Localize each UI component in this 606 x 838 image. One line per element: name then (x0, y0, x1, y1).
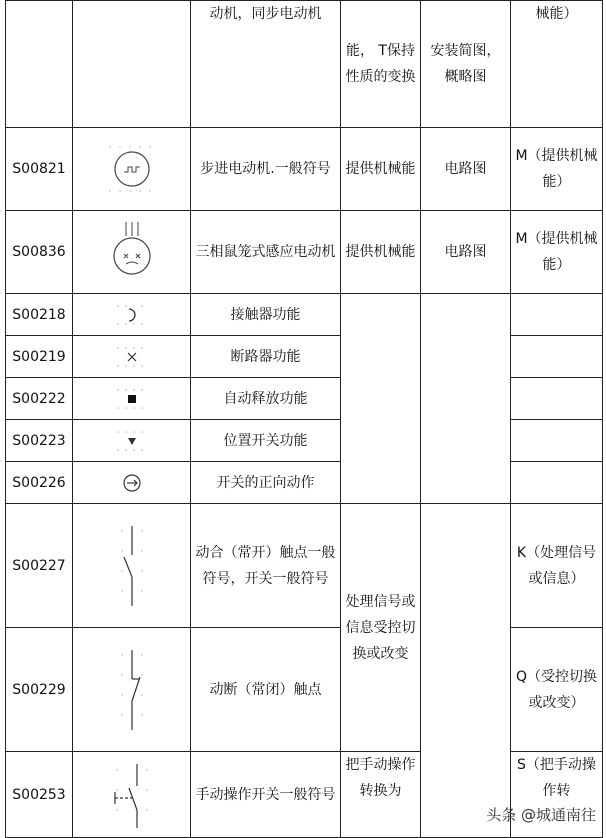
table-row (6, 211, 603, 294)
induction-motor-symbol (102, 220, 162, 284)
watermark: 头条 @城通南往 (486, 806, 596, 824)
drawing-cell (421, 294, 511, 504)
normally-closed-contact-symbol (112, 645, 152, 735)
manual-switch-symbol (107, 760, 157, 830)
code-cell: S00218 (6, 294, 73, 336)
code-cell: S00227 (6, 504, 73, 628)
function-cell: 处理信号或信息受控切换或改变 (341, 504, 421, 752)
code-cell: S00226 (6, 462, 73, 504)
stepper-motor-symbol (102, 139, 162, 199)
class-cell: K（处理信号或信息） (511, 504, 603, 628)
code-cell: S00253 (6, 752, 73, 838)
drawing-cell: 电路图 (421, 128, 511, 211)
symbol-cell (73, 1, 191, 128)
name-cell: 步进电动机.一般符号 (191, 128, 341, 211)
code-cell: S00229 (6, 628, 73, 752)
function-cell (341, 294, 421, 504)
name-cell: 接触器功能 (191, 294, 341, 336)
class-cell: M（提供机械能） (511, 128, 603, 211)
code-cell (6, 1, 73, 128)
class-cell (511, 462, 603, 504)
symbol-cell (73, 294, 191, 336)
class-cell: M（提供机械能） (511, 211, 603, 294)
symbol-cell (73, 504, 191, 628)
code-cell: S00222 (6, 378, 73, 420)
symbol-cell (73, 211, 191, 294)
symbol-cell (73, 420, 191, 462)
code-cell: S00836 (6, 211, 73, 294)
table-row (6, 462, 603, 504)
name-cell: 动合（常开）触点一般符号，开关一般符号 (191, 504, 341, 628)
name-cell: 位置开关功能 (191, 420, 341, 462)
symbol-cell (73, 336, 191, 378)
class-cell (511, 336, 603, 378)
name-cell: 三相鼠笼式感应电动机 (191, 211, 341, 294)
code-cell: S00223 (6, 420, 73, 462)
function-cell: 能， T保持性质的变换 (341, 1, 421, 128)
table-row (6, 378, 603, 420)
position-switch-symbol (112, 426, 152, 456)
positive-action-symbol (112, 468, 152, 498)
function-cell: 把手动操作转换为 (341, 752, 421, 838)
name-cell: 开关的正向动作 (191, 462, 341, 504)
class-cell (511, 420, 603, 462)
name-cell: 动断（常闭）触点 (191, 628, 341, 752)
symbol-cell (73, 378, 191, 420)
class-cell: Q（受控切换或改变） (511, 628, 603, 752)
table-row (6, 336, 603, 378)
drawing-cell (421, 504, 511, 838)
symbol-table (5, 0, 603, 838)
normally-open-contact-symbol (112, 521, 152, 611)
name-cell: 手动操作开关一般符号 (191, 752, 341, 838)
auto-release-symbol (112, 384, 152, 414)
drawing-cell: 电路图 (421, 211, 511, 294)
symbol-cell (73, 628, 191, 752)
function-cell: 提供机械能 (341, 128, 421, 211)
table-row (6, 628, 603, 752)
symbol-cell (73, 128, 191, 211)
class-cell: 械能） (511, 1, 603, 128)
table-row (6, 504, 603, 628)
symbol-cell (73, 462, 191, 504)
table-row (6, 1, 603, 128)
name-cell: 自动释放功能 (191, 378, 341, 420)
table-row (6, 128, 603, 211)
symbol-cell (73, 752, 191, 838)
name-cell: 断路器功能 (191, 336, 341, 378)
table-row (6, 294, 603, 336)
class-cell (511, 378, 603, 420)
class-cell (511, 294, 603, 336)
table-row (6, 420, 603, 462)
contactor-function-symbol (112, 300, 152, 330)
class-cell: S（把手动操作转 (511, 752, 603, 838)
breaker-function-symbol (112, 342, 152, 372)
name-cell: 动机，同步电动机 (191, 1, 341, 128)
code-cell: S00821 (6, 128, 73, 211)
code-cell: S00219 (6, 336, 73, 378)
drawing-cell: 安装简图，概略图 (421, 1, 511, 128)
function-cell: 提供机械能 (341, 211, 421, 294)
